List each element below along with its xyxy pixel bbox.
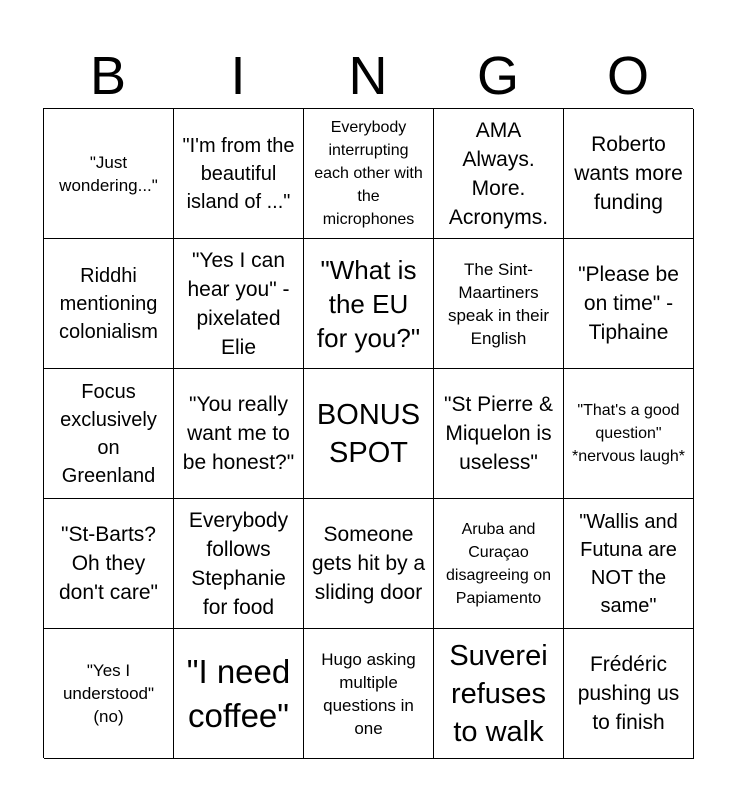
bingo-cell[interactable]	[304, 499, 434, 629]
cell-text: AMA Always. More. Acronyms.	[448, 118, 549, 229]
bingo-header	[43, 44, 693, 108]
cell-text: Everybody follows Stephanie for food	[188, 508, 289, 619]
bingo-cell[interactable]	[174, 629, 304, 759]
bingo-cell[interactable]	[44, 109, 174, 239]
bonus-spot-cell[interactable]	[304, 369, 434, 499]
bingo-cell[interactable]	[434, 629, 564, 759]
header-letter-o: O	[606, 46, 649, 106]
bingo-cell[interactable]	[174, 239, 304, 369]
bingo-cell[interactable]	[434, 369, 564, 499]
bingo-cell[interactable]	[44, 499, 174, 629]
cell-text: "Wallis and Futuna are NOT the same"	[579, 510, 678, 617]
cell-text: "You really want me to be honest?"	[182, 393, 295, 474]
cell-text: Focus exclusively on Greenland	[60, 380, 157, 487]
bingo-cell[interactable]	[564, 109, 694, 239]
cell-text: "St-Barts? Oh they don't care"	[58, 523, 159, 604]
bingo-cell[interactable]	[304, 629, 434, 759]
header-letter-i: I	[230, 46, 246, 106]
cell-text: Everybody interrupting each other with the microphones	[314, 119, 423, 228]
cell-text: "Please be on time" -Tiphaine	[578, 263, 679, 344]
bingo-board	[43, 108, 693, 758]
cell-text: "Just wondering..."	[59, 152, 158, 195]
cell-text: Riddhi mentioning colonialism	[59, 264, 158, 343]
bingo-cell[interactable]	[304, 239, 434, 369]
cell-text: Aruba and Curaçao disagreeing on Papiamento	[446, 520, 551, 607]
header-letter-n: N	[348, 46, 388, 106]
header-letter-g: G	[476, 46, 519, 106]
bingo-cell[interactable]	[434, 239, 564, 369]
cell-text: "St Pierre & Miquelon is useless"	[444, 393, 553, 474]
bingo-cell[interactable]	[174, 109, 304, 239]
bingo-cell[interactable]	[564, 499, 694, 629]
cell-text: Frédéric pushing us to finish	[577, 653, 680, 734]
bingo-cell[interactable]	[564, 629, 694, 759]
cell-text: "I'm from the beautiful island of ..."	[182, 134, 295, 213]
bingo-cell[interactable]	[174, 369, 304, 499]
bingo-cell[interactable]	[44, 629, 174, 759]
cell-text: "Yes I can hear you" - pixelated Elie	[187, 248, 290, 359]
cell-text: Suverei refuses to walk	[449, 639, 548, 748]
cell-text: Roberto wants more funding	[574, 133, 683, 214]
cell-text: Someone gets hit by a sliding door	[311, 523, 426, 604]
bingo-cell[interactable]	[434, 499, 564, 629]
cell-text: BONUS SPOT	[316, 398, 421, 469]
bingo-cell[interactable]	[304, 109, 434, 239]
bingo-cell[interactable]	[174, 499, 304, 629]
bingo-cell[interactable]	[44, 369, 174, 499]
cell-text: The Sint-Maartiners speak in their English	[447, 259, 550, 348]
cell-text: "Yes I understood" (no)	[62, 661, 155, 726]
cell-text: Hugo asking multiple questions in one	[321, 649, 416, 738]
cell-text: "That's a good question" *nervous laugh*	[572, 402, 685, 465]
bingo-cell[interactable]	[564, 239, 694, 369]
header-letter-b: B	[89, 46, 127, 106]
bingo-cell[interactable]	[44, 239, 174, 369]
cell-text: "I need coffee"	[186, 652, 291, 734]
bingo-cell[interactable]	[564, 369, 694, 499]
bingo-cell[interactable]	[434, 109, 564, 239]
cell-text: "What is the EU for you?"	[316, 254, 421, 353]
